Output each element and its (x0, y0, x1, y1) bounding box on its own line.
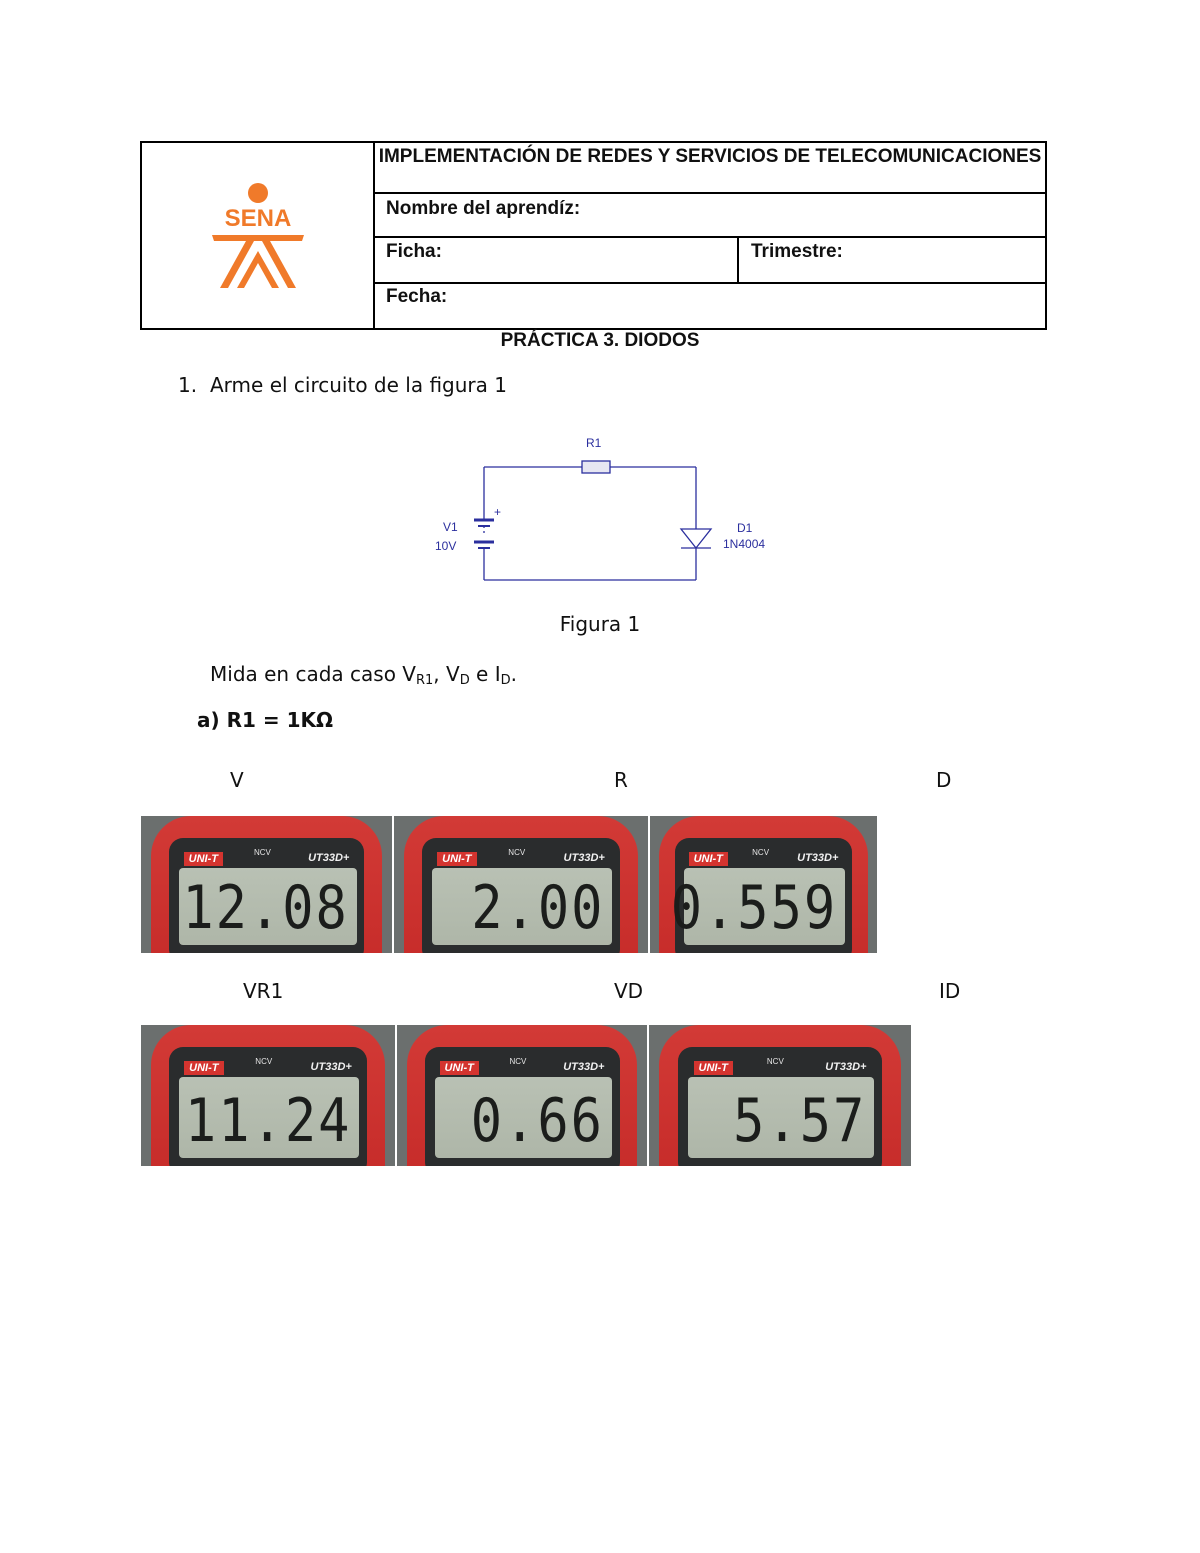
meter-brand: UNI-T (437, 852, 476, 866)
meter-reading: 5.57 (733, 1087, 867, 1156)
meter-photo-r (394, 816, 648, 953)
polarity-mark: + (494, 505, 502, 519)
meter-photo-vr1 (141, 1025, 395, 1166)
meter-photo-id (649, 1025, 911, 1166)
label-id: ID (939, 979, 961, 1003)
logo-cell (142, 143, 375, 328)
header-title: IMPLEMENTACIÓN DE REDES Y SERVICIOS DE TELECOMUNICACIONES (375, 143, 1045, 194)
meter-model: UT33D+ (310, 1061, 352, 1073)
meter-model: UT33D+ (563, 1061, 605, 1073)
meter-photo-d (650, 816, 877, 953)
label-vd: VD (614, 979, 644, 1003)
meter-brand: UNI-T (184, 1061, 223, 1075)
figure-caption: Figura 1 (559, 612, 641, 636)
label-r: R (614, 768, 628, 792)
case-a-heading: a) R1 = 1KΩ (197, 708, 334, 732)
meter-reading: 11.24 (184, 1087, 352, 1156)
meter-brand: UNI-T (689, 852, 728, 866)
meter-brand: UNI-T (440, 1061, 479, 1075)
fecha-field[interactable]: Fecha: (386, 286, 448, 307)
sub-d: D (500, 673, 511, 688)
practice-title: PRÁCTICA 3. DIODOS (500, 330, 700, 351)
resistor-label: R1 (586, 436, 602, 450)
meter-ncv: NCV (752, 848, 770, 857)
meter-reading: 0.559 (670, 874, 838, 943)
sena-logo (142, 143, 375, 328)
meter-reading: 0.66 (470, 1087, 604, 1156)
measure-end: . (510, 662, 517, 686)
label-d: D (936, 768, 952, 792)
meter-ncv: NCV (766, 1057, 784, 1066)
logo-text: SENA (224, 205, 292, 232)
meter-model: UT33D+ (825, 1061, 867, 1073)
meter-model: UT33D+ (308, 852, 350, 864)
meter-model: UT33D+ (563, 852, 605, 864)
meter-ncv: NCV (255, 1057, 273, 1066)
diode-label: D1 (737, 521, 753, 535)
meter-brand: UNI-T (184, 852, 223, 866)
measure-sep: , V (433, 662, 460, 686)
meter-brand: UNI-T (694, 1061, 733, 1075)
source-label: V1 (443, 520, 458, 534)
header-table (140, 141, 1047, 330)
meter-photo-vd (397, 1025, 647, 1166)
diode-part: 1N4004 (723, 537, 766, 551)
measure-text: Mida en cada caso V (210, 662, 416, 686)
sub-d: D (459, 673, 470, 688)
label-v: V (230, 768, 244, 792)
step-1 (178, 373, 507, 397)
meter-photo-v (141, 816, 392, 953)
meter-ncv: NCV (253, 848, 271, 857)
trimestre-field[interactable]: Trimestre: (751, 241, 843, 262)
step-text: Arme el circuito de la figura 1 (210, 373, 507, 397)
step-number: 1. (178, 373, 198, 397)
meter-ncv: NCV (509, 1057, 527, 1066)
meter-reading: 12.08 (182, 874, 349, 943)
ficha-field[interactable]: Ficha: (375, 238, 739, 282)
meter-model: UT33D+ (797, 852, 839, 864)
sub-r1: R1 (415, 673, 434, 688)
measure-instruction (210, 662, 517, 688)
source-value: 10V (435, 539, 457, 553)
circuit-diagram (420, 430, 800, 590)
nombre-field[interactable]: Nombre del aprendíz: (375, 194, 1045, 238)
label-vr1: VR1 (243, 979, 284, 1003)
measure-sep: e I (469, 662, 501, 686)
meter-reading: 2.00 (471, 874, 605, 943)
meter-ncv: NCV (508, 848, 526, 857)
